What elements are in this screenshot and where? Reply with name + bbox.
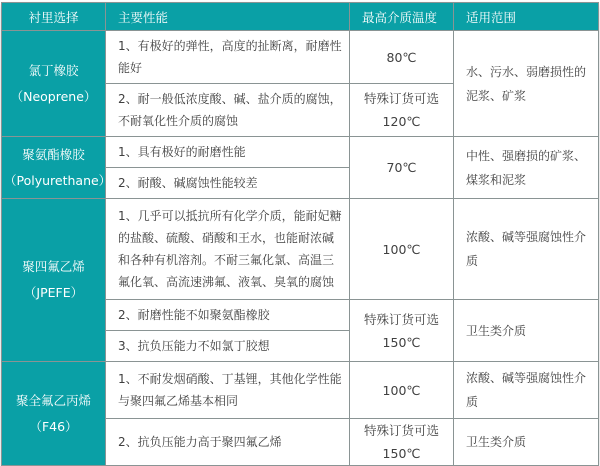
col-header-max-temperature: 最高介质温度 — [350, 3, 454, 31]
application-range-cell: 浓酸、碱等强腐蚀性介质 — [454, 362, 599, 419]
table-row — [2, 362, 599, 419]
performance-cell: 3、抗负压能力不如氯丁胶想 — [106, 331, 350, 362]
material-name: 氯丁橡胶 — [28, 62, 79, 78]
material-cell-neoprene — [2, 31, 106, 137]
table-row — [2, 137, 599, 168]
material-cell-polyurethane — [2, 137, 112, 199]
material-name-en: （F46） — [29, 418, 78, 434]
material-name: 聚氨酯橡胶 — [22, 146, 85, 162]
temperature-note: 特殊订货可选 — [363, 311, 439, 327]
performance-cell: 2、耐一般低浓度酸、碱、盐介质的腐蚀，不耐氧化性介质的腐蚀 — [106, 84, 350, 137]
table-row — [2, 199, 599, 300]
header-row — [2, 3, 599, 31]
application-range-cell: 水、污水、弱磨损性的泥浆、矿浆 — [454, 31, 599, 137]
temperature-cell — [350, 419, 454, 466]
col-header-performance: 主要性能 — [106, 3, 350, 31]
temperature-note: 特殊订货可选 — [363, 91, 439, 106]
performance-cell: 1、有极好的弹性，高度的扯断离，耐磨性能好 — [106, 31, 350, 84]
material-cell-ptfe — [2, 199, 106, 362]
table-row — [2, 31, 599, 84]
material-name-en: （Polyurethane） — [4, 172, 112, 188]
application-range-cell: 中性、强磨损的矿浆、煤浆和泥浆 — [454, 137, 599, 199]
temperature-cell: 70℃ — [350, 137, 454, 199]
temperature-cell — [350, 300, 454, 362]
performance-cell: 2、耐酸、碱腐蚀性能较差 — [106, 168, 350, 199]
material-cell-f46 — [2, 362, 106, 466]
temperature-value: 120℃ — [382, 114, 421, 129]
material-name-en: （Neoprene） — [10, 88, 97, 104]
performance-cell: 2、耐磨性能不如聚氨酯橡胶 — [106, 300, 350, 331]
application-range-cell: 卫生类介质 — [454, 300, 599, 362]
lining-selection-table — [1, 2, 599, 466]
temperature-note: 特殊订货可选 — [363, 423, 439, 438]
temperature-value: 150℃ — [382, 334, 421, 350]
col-header-lining: 衬里选择 — [2, 3, 106, 31]
performance-cell: 1、不耐发烟硝酸、丁基锂，其他化学性能与聚四氟乙烯基本相同 — [106, 362, 350, 419]
performance-cell: 1、具有极好的耐磨性能 — [106, 137, 350, 168]
col-header-application-range: 适用范围 — [454, 3, 599, 31]
temperature-cell: 80℃ — [350, 31, 454, 84]
temperature-cell — [350, 84, 454, 137]
material-name: 聚全氟乙丙烯 — [15, 392, 91, 408]
material-name: 聚四氟乙烯 — [22, 259, 85, 274]
performance-cell: 1、几乎可以抵抗所有化学介质，能耐妃糖的盐酸、硫酸、硝酸和王水，也能耐浓碱和各种有机溶剂。不耐三氟化氯、高温三氟化氧、高流速沸氟、液氧、臭氧的腐蚀 — [106, 199, 350, 300]
performance-cell: 2、抗负压能力高于聚四氟乙烯 — [106, 419, 350, 466]
temperature-cell: 100℃ — [350, 199, 454, 300]
application-range-cell: 浓酸、碱等强腐蚀性介质 — [454, 199, 599, 300]
temperature-value: 150℃ — [382, 446, 421, 461]
application-range-cell: 卫生类介质 — [454, 419, 599, 466]
material-name-en: （JPEFE） — [23, 285, 84, 300]
temperature-cell: 100℃ — [350, 362, 454, 419]
